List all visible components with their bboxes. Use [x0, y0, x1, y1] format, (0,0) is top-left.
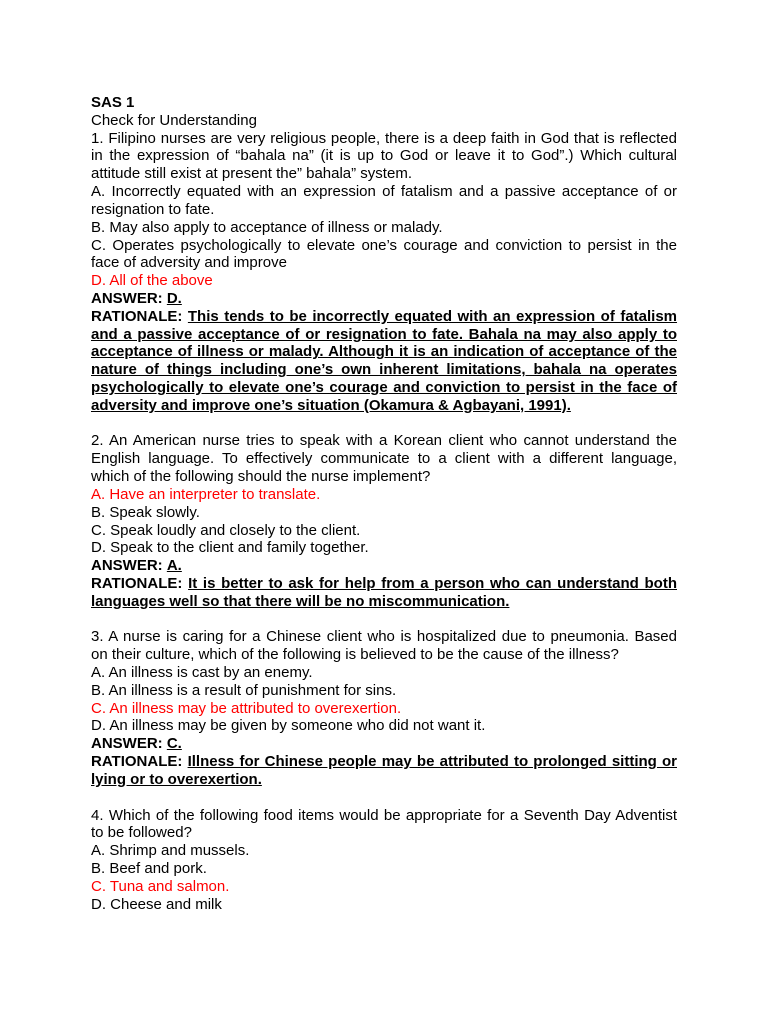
rationale-block: [91, 575, 677, 611]
choice-line: A. An illness is cast by an enemy.: [91, 664, 313, 681]
choice-line: D. Speak to the client and family together.: [91, 539, 369, 557]
rationale-line: [91, 308, 677, 326]
choice-a: [91, 486, 677, 504]
choice-line: face of adversity and improve: [91, 254, 287, 272]
choice-c: [91, 878, 677, 896]
question-stem-line: English language. To effectively communicate to a client with a different language,: [91, 450, 677, 468]
choice-line: C. Operates psychologically to elevate one’s courage and conviction to persist in the: [91, 236, 677, 254]
question-stem: [91, 130, 677, 183]
choice-line: D. An illness may be given by someone who did not want it.: [91, 717, 486, 735]
rationale-text: Illness for Chinese people may be attributed to prolonged sitting or: [187, 753, 677, 771]
choice-b: [91, 682, 677, 700]
question-stem-line: on their culture, which of the following is believed to be the cause of the illness?: [91, 646, 619, 664]
choice-a: [91, 183, 677, 219]
answer-value: D.: [166, 289, 182, 307]
choice-c: [91, 522, 677, 540]
document-title: SAS 1: [91, 94, 135, 111]
rationale-text: It is better to ask for help from a person who can understand both: [188, 574, 677, 592]
answer-line: [91, 557, 677, 575]
question-stem-line: 4. Which of the following food items would be appropriate for a Seventh Day Adventist: [91, 806, 677, 824]
rationale-line: nature of things including one’s own inherent limitations, bahala na operates: [91, 361, 677, 379]
choice-a: [91, 664, 677, 682]
choice-c: [91, 237, 677, 273]
rationale-line: [91, 753, 677, 771]
rationale-line: lying or to overexertion.: [91, 770, 262, 788]
question-stem-line: to be followed?: [91, 824, 192, 842]
question-stem: [91, 628, 677, 664]
choice-line: D. Cheese and milk: [91, 895, 222, 913]
answer-line: [91, 735, 677, 753]
choice-line: B. Speak slowly.: [91, 503, 200, 521]
question-stem-line: which of the following should the nurse implement?: [91, 468, 431, 486]
rationale-label: RATIONALE:: [91, 574, 183, 592]
rationale-text: This tends to be incorrectly equated with an expression of fatalism: [187, 307, 678, 325]
rationale-line: adversity and improve one’s situation (Okamura & Agbayani, 1991).: [91, 396, 571, 414]
answer-label: ANSWER:: [91, 557, 163, 575]
choice-c: [91, 700, 677, 718]
answer-label: ANSWER:: [91, 289, 163, 307]
choice-line: B. May also apply to acceptance of illness or malady.: [91, 218, 443, 236]
document-page: [91, 94, 677, 913]
choice-line: A. Incorrectly equated with an expression of fatalism and a passive acceptance of or: [91, 183, 677, 201]
choice-b: [91, 860, 677, 878]
choice-line: A. Have an interpreter to translate.: [91, 485, 321, 503]
choice-d: [91, 539, 677, 557]
answer-value: A.: [166, 557, 182, 575]
choice-line: D. All of the above: [91, 272, 213, 290]
question-stem-line: 1. Filipino nurses are very religious people, there is a deep faith in God that is reflected: [91, 129, 677, 147]
answer-line: [91, 290, 677, 308]
choice-line: B. An illness is a result of punishment for sins.: [91, 681, 397, 699]
rationale-block: [91, 308, 677, 415]
choice-a: [91, 842, 677, 860]
question-2: [91, 432, 677, 610]
question-stem-line: 3. A nurse is caring for a Chinese client who is hospitalized due to pneumonia. Based: [91, 628, 677, 646]
rationale-block: [91, 753, 677, 789]
question-stem-line: 2. An American nurse tries to speak with a Korean client who cannot understand the: [91, 432, 677, 450]
choice-line: B. Beef and pork.: [91, 859, 207, 877]
question-stem: [91, 807, 677, 843]
rationale-line: languages well so that there will be no miscommunication.: [91, 592, 510, 610]
section-heading: Check for Understanding: [91, 111, 257, 129]
rationale-line: and a passive acceptance of or resignation to fate. Bahala na may also apply to: [91, 325, 677, 343]
choice-line: C. Speak loudly and closely to the client.: [91, 521, 361, 539]
choice-b: [91, 504, 677, 522]
rationale-label: RATIONALE:: [91, 753, 183, 771]
choice-d: [91, 717, 677, 735]
choice-line: resignation to fate.: [91, 200, 215, 218]
choice-line: C. Tuna and salmon.: [91, 877, 230, 895]
choice-b: [91, 219, 677, 237]
question-stem: [91, 432, 677, 485]
choice-line: A. Shrimp and mussels.: [91, 842, 250, 860]
rationale-line: psychologically to elevate one’s courage and conviction to persist in the face of: [91, 379, 677, 396]
answer-value: C.: [166, 735, 182, 753]
question-stem-line: attitude still exist at present the” bahala” system.: [91, 165, 412, 183]
rationale-label: RATIONALE:: [91, 307, 183, 325]
choice-line: C. An illness may be attributed to overexertion.: [91, 699, 402, 717]
question-4: [91, 807, 677, 914]
rationale-line: [91, 575, 677, 593]
answer-label: ANSWER:: [91, 735, 163, 753]
question-1: [91, 130, 677, 415]
choice-d: [91, 896, 677, 914]
question-3: [91, 628, 677, 788]
choice-d: [91, 272, 677, 290]
rationale-line: acceptance of illness or malady. Although it is an indication of acceptance of the: [91, 343, 677, 361]
question-stem-line: in the expression of “bahala na” (it is up to God or leave it to God”.) Which cultural: [91, 147, 677, 165]
